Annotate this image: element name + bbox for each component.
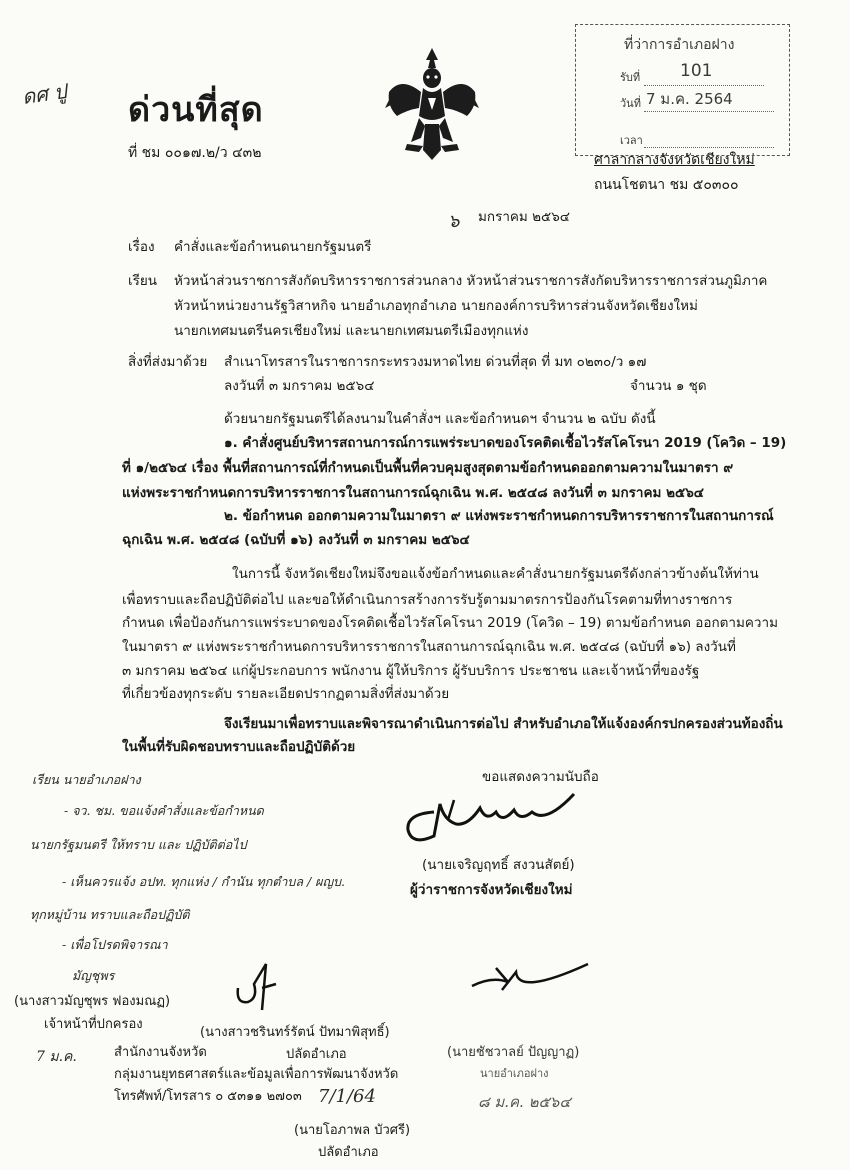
hand-date-center: 7/1/64 bbox=[318, 1086, 376, 1107]
enclosure-line1: สำเนาโทรสารในราชการกระทรวงมหาดไทย ด่วนที่สุด ที่ มท ๐๒๓๐/ว ๑๗ bbox=[224, 354, 647, 370]
hand-date-left: 7 ม.ค. bbox=[36, 1049, 77, 1065]
stamp-office: ที่ว่าการอำเภอฝาง bbox=[624, 37, 735, 53]
closing-text: ขอแสดงความนับถือ bbox=[482, 769, 599, 785]
stamp-date: 7 ม.ค. 2564 bbox=[646, 90, 733, 108]
hand-note-line5: ทุกหมู่บ้าน ทราบและถือปฏิบัติ bbox=[30, 907, 190, 922]
para2-line2: เพื่อทราบและถือปฏิบัติต่อไป และขอให้ดำเนินการสร้างการรับรู้ตามมาตรการป้องกันโรคตามที่ทางราชการ bbox=[122, 592, 733, 608]
para2-line1: ในการนี้ จังหวัดเชียงใหม่จึงขอแจ้งข้อกำหนดและคำสั่งนายกรัฐมนตรีดังกล่าวข้างต้นให้ท่าน bbox=[232, 566, 759, 582]
district-chief-signature bbox=[462, 960, 592, 1010]
body-intro: ด้วยนายกรัฐมนตรีได้ลงนามในคำสั่งฯ และข้อกำหนดฯ จำนวน ๒ ฉบับ ดังนี้ bbox=[224, 411, 656, 427]
deputy-signature bbox=[232, 958, 282, 1018]
item1-line1: ๑. คำสั่งศูนย์บริหารสถานการณ์การแพร่ระบาดของโรคติดเชื้อไวรัสโคโรนา 2019 (โควิด – 19) bbox=[224, 435, 787, 451]
district-chief-name: (นายชัชวาลย์ ปัญญาฏ) bbox=[447, 1045, 580, 1060]
office-address-line1: ศาลากลางจังหวัดเชียงใหม่ bbox=[594, 152, 755, 168]
date-day: ๖ bbox=[448, 211, 460, 232]
hand-note-line3: นายกรัฐมนตรี ให้ทราบ และ ปฏิบัติต่อไป bbox=[30, 837, 247, 852]
para2-line5: ๓ มกราคม ๒๕๖๔ แก่ผู้ประกอบการ พนักงาน ผู้ให้บริการ ผู้รับบริการ ประชาชน และเจ้าหน้าที่ของรัฐ bbox=[122, 663, 700, 679]
recipients-line3: นายกเทศมนตรีนครเชียงใหม่ และนายกเทศมนตรีเมืองทุกแห่ง bbox=[174, 323, 529, 339]
governor-name: (นายเจริญฤทธิ์ สงวนสัตย์) bbox=[422, 857, 575, 873]
stamp-number-label: รับที่ bbox=[620, 71, 641, 84]
enclosure-quantity: จำนวน ๑ ชุด bbox=[630, 378, 707, 394]
deputy-position: ปลัดอำเภอ bbox=[286, 1047, 347, 1062]
subject-label: เรื่อง bbox=[128, 239, 155, 255]
stamp-number: 101 bbox=[680, 61, 713, 81]
date-month-year: มกราคม ๒๕๖๔ bbox=[478, 209, 571, 225]
para2-line3: กำหนด เพื่อป้องกันการแพร่ระบาดของโรคติดเชื้อไวรัสโคโรนา 2019 (โควิด – 19) ตามข้อกำหนด ออกตามความ bbox=[122, 615, 778, 631]
item2-line1: ๒. ข้อกำหนด ออกตามความในมาตรา ๙ แห่งพระราชกำหนดการบริหารราชการในสถานการณ์ bbox=[224, 508, 774, 524]
hand-note-initials: มัญชุพร bbox=[72, 968, 115, 983]
hand-note-line2: - จว. ชม. ขอแจ้งคำสั่งและข้อกำหนด bbox=[64, 803, 264, 818]
item1-line2: ที่ ๑/๒๕๖๔ เรื่อง พื้นที่สถานการณ์ที่กำหนดเป็นพื้นที่ควบคุมสูงสุดตามข้อกำหนดออกตามความในมาตรา ๙ bbox=[122, 460, 734, 476]
stamp-time-label: เวลา bbox=[620, 134, 643, 147]
enclosure-label: สิ่งที่ส่งมาด้วย bbox=[128, 354, 208, 370]
margin-scribble: ดศ ปู bbox=[20, 79, 69, 109]
enclosure-line2: ลงวันที่ ๓ มกราคม ๒๕๖๔ bbox=[224, 378, 375, 394]
recipients-line2: หัวหน้าหน่วยงานรัฐวิสาหกิจ นายอำเภอทุกอำเภอ นายกองค์การบริหารส่วนจังหวัดเชียงใหม่ bbox=[174, 298, 698, 314]
footer-office: สำนักงานจังหวัด bbox=[114, 1045, 207, 1060]
deputy2-position: ปลัดอำเภอ bbox=[318, 1145, 379, 1160]
hand-note-line6: - เพื่อโปรดพิจารณา bbox=[62, 937, 168, 952]
governor-signature bbox=[396, 790, 586, 850]
recipients-line1: หัวหน้าส่วนราชการสังกัดบริหารราชการส่วนกลาง หัวหน้าส่วนราชการสังกัดบริหารราชการส่วนภูมิภาค bbox=[174, 273, 768, 289]
deputy-name: (นางสาวชรินทร์รัตน์ ปัทมาพิสุทธิ์) bbox=[200, 1025, 390, 1040]
receipt-stamp bbox=[575, 24, 790, 156]
para3-line2: ในพื้นที่รับผิดชอบทราบและถือปฏิบัติด้วย bbox=[122, 739, 356, 755]
para3-line1: จึงเรียนมาเพื่อทราบและพิจารณาดำเนินการต่อไป สำหรับอำเภอให้แจ้งองค์กรปกครองส่วนท้องถิ่น bbox=[224, 716, 783, 732]
officer-position: เจ้าหน้าที่ปกครอง bbox=[44, 1017, 143, 1032]
subject-text: คำสั่งและข้อกำหนดนายกรัฐมนตรี bbox=[174, 239, 372, 255]
urgency-label: ด่วนที่สุด bbox=[128, 90, 264, 130]
office-address-line2: ถนนโชตนา ชม ๕๐๓๐๐ bbox=[594, 177, 739, 193]
para2-line6: ที่เกี่ยวข้องทุกระดับ รายละเอียดปรากฏตามสิ่งที่ส่งมาด้วย bbox=[122, 686, 450, 702]
stamp-date-label: วันที่ bbox=[620, 97, 641, 110]
recipients-label: เรียน bbox=[128, 273, 158, 289]
hand-date-right: ๘ ม.ค. ๒๕๖๔ bbox=[478, 1093, 571, 1111]
footer-unit: กลุ่มงานยุทธศาสตร์และข้อมูลเพื่อการพัฒนาจังหวัด bbox=[114, 1067, 399, 1082]
item1-line3: แห่งพระราชกำหนดการบริหารราชการในสถานการณ์ฉุกเฉิน พ.ศ. ๒๕๔๘ ลงวันที่ ๓ มกราคม ๒๕๖๔ bbox=[122, 485, 704, 501]
district-chief-position: นายอำเภอฝาง bbox=[480, 1067, 549, 1080]
para2-line4: ในมาตรา ๙ แห่งพระราชกำหนดการบริหารราชการในสถานการณ์ฉุกเฉิน พ.ศ. ๒๕๔๘ (ฉบับที่ ๑๖) ลงวันที่ bbox=[122, 639, 736, 655]
document-number: ที่ ชม ๐๐๑๗.๒/ว ๔๓๒ bbox=[128, 145, 262, 161]
governor-position: ผู้ว่าราชการจังหวัดเชียงใหม่ bbox=[410, 882, 573, 898]
hand-note-line1: เรียน นายอำเภอฝาง bbox=[32, 772, 141, 787]
footer-phone: โทรศัพท์/โทรสาร ๐ ๕๓๑๑ ๒๗๐๓ bbox=[114, 1089, 302, 1104]
item2-line2: ฉุกเฉิน พ.ศ. ๒๕๔๘ (ฉบับที่ ๑๖) ลงวันที่ ๓ มกราคม ๒๕๖๔ bbox=[122, 532, 470, 548]
garuda-emblem bbox=[383, 46, 481, 164]
hand-note-line4: - เห็นควรแจ้ง อปท. ทุกแห่ง / กำนัน ทุกตำบล / ผญบ. bbox=[62, 874, 346, 889]
officer-name: (นางสาวมัญชุพร ฟองมณฏ) bbox=[14, 994, 171, 1009]
deputy2-name: (นายโอภาพล บัวศรี) bbox=[294, 1123, 411, 1138]
